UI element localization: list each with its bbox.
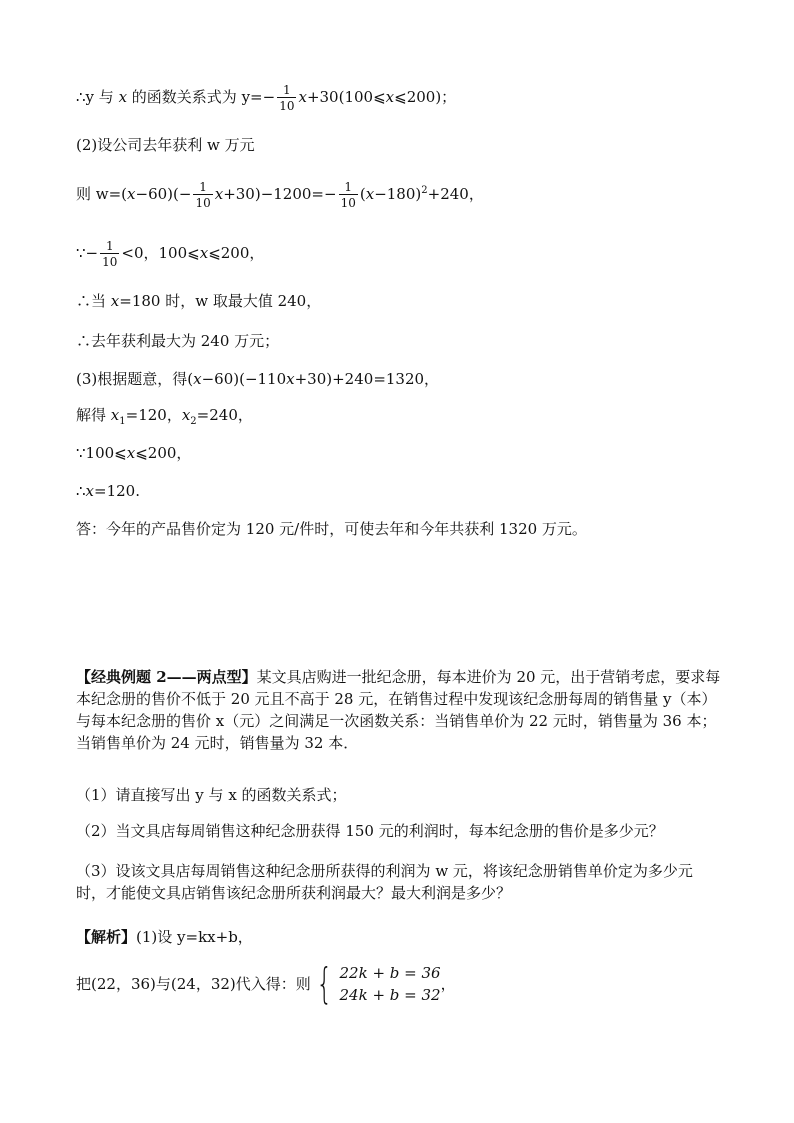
text: ∴y 与	[76, 88, 119, 106]
solution-line-10	[76, 480, 140, 502]
text: −60)(−110	[201, 370, 287, 388]
text: 把(22，36)与(24，32)代入得：则	[76, 975, 311, 993]
text: +240，	[427, 185, 484, 203]
solution-line-1	[76, 84, 456, 112]
text: (	[359, 185, 366, 203]
var-x: x	[118, 88, 128, 106]
fraction	[100, 240, 119, 268]
denominator: 10	[340, 196, 356, 210]
text: =120，	[125, 406, 182, 424]
fraction	[339, 181, 358, 209]
var-x: x	[298, 88, 307, 106]
question-1: （1）请直接写出 y 与 x 的函数关系式；	[76, 786, 347, 804]
solution-line-7	[76, 368, 439, 390]
denominator: 10	[279, 99, 295, 113]
text: ，	[440, 975, 456, 993]
solution-line-5	[76, 290, 321, 312]
text: <0，100⩽	[121, 244, 200, 262]
var-x: x	[181, 406, 191, 424]
numerator: 1	[283, 83, 291, 97]
equation-1: 22k + b = 36	[339, 964, 441, 982]
fraction	[277, 84, 296, 112]
solution-line-2: (2)设公司去年获利 w 万元	[76, 136, 255, 154]
text: ∴	[76, 482, 86, 500]
example-body: 某文具店购进一批纪念册，每本进价为 20 元，出于营销考虑，要求每本纪念册的售价不低于 20 元且不高于 28 元，在销售过程中发现该纪念册每周的销售量 y（本）与每本纪念册的售价 x（元）之间满足一次函数关系：当销售单价为 22 元时，销售量为 36 本；当销售单价为 24 元时，销售量为 32 本．	[76, 668, 721, 752]
solution-line-9	[76, 442, 191, 464]
question-2: （2）当文具店每周销售这种纪念册获得 150 元的利润时，每本纪念册的售价是多少元？	[76, 822, 664, 840]
brace: {	[316, 959, 333, 1008]
analysis-label: 【解析】	[76, 928, 137, 946]
text: ∵100⩽	[76, 444, 127, 462]
analysis-text: (1)设 y=kx+b，	[136, 928, 253, 946]
text: ⩽200)；	[394, 88, 457, 106]
text: 解得	[76, 406, 111, 424]
exponent: 2	[421, 185, 428, 196]
text: =240，	[196, 406, 253, 424]
var-x: x	[193, 370, 202, 388]
text: ∴当	[76, 292, 111, 310]
var-x: x	[126, 444, 136, 462]
var-x: x	[214, 185, 224, 203]
solution-line-8	[76, 404, 253, 433]
numerator: 1	[105, 239, 114, 253]
solution-line-3	[76, 180, 484, 209]
text: −180)	[374, 185, 422, 203]
substitution-line	[76, 959, 456, 1008]
solution-answer: 答：今年的产品售价定为 120 元/件时，可使去年和今年共获利 1320 万元。	[76, 520, 587, 538]
solution-line-6: ∴去年获利最大为 240 万元；	[76, 332, 280, 350]
text: +30)−1200=−	[223, 185, 337, 203]
text: (3)根据题意，得(	[76, 370, 194, 388]
numerator: 1	[199, 180, 207, 194]
text: ⩽200，	[208, 244, 265, 262]
denominator: 10	[102, 255, 118, 269]
var-x: x	[110, 292, 120, 310]
text: =120.	[94, 482, 140, 500]
var-x: x	[110, 406, 120, 424]
equation-system	[311, 959, 441, 1008]
text: +30)+240=1320，	[294, 370, 440, 388]
text: −60)(−	[135, 185, 192, 203]
solution-line-4	[76, 240, 264, 268]
equations	[340, 962, 441, 1006]
var-x: x	[286, 370, 295, 388]
question-3: （3）设该文具店每周销售这种纪念册所获得的利润为 w 元，将该纪念册销售单价定为多少元时，才能使文具店销售该纪念册所获利润最大？最大利润是多少？	[76, 862, 693, 902]
denominator: 10	[195, 196, 211, 210]
text: +30(100⩽	[306, 88, 386, 106]
subscript: 1	[119, 416, 126, 427]
text: ⩽200，	[135, 444, 192, 462]
equation-2: 24k + b = 32	[339, 986, 441, 1004]
example-2-paragraph	[76, 666, 722, 754]
numerator: 1	[344, 180, 353, 194]
example-title: 【经典例题 2——两点型】	[76, 668, 257, 686]
analysis-line	[76, 926, 253, 948]
var-x: x	[85, 482, 95, 500]
var-x: x	[385, 88, 395, 106]
text: 的函数关系式为 y=−	[127, 88, 276, 106]
var-x: x	[127, 185, 136, 203]
text: ∵−	[76, 244, 99, 262]
var-x: x	[199, 244, 209, 262]
var-x: x	[365, 185, 375, 203]
fraction	[193, 181, 212, 209]
subscript: 2	[190, 416, 197, 427]
text: 则 w=(	[76, 185, 128, 203]
text: =180 时，w 取最大值 240，	[119, 292, 322, 310]
